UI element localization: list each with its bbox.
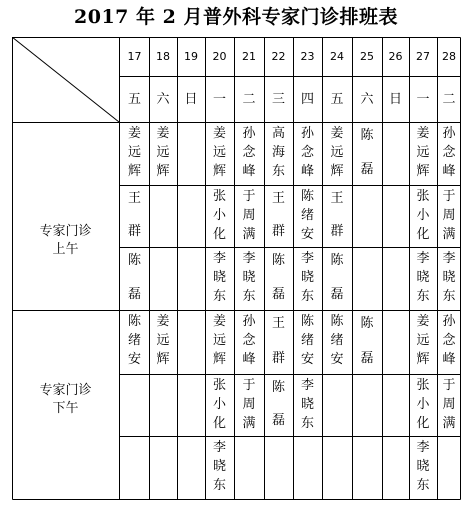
morning-label-line2: 上午 [52,242,79,257]
doctor-name: 陈 绪 安 [300,189,314,242]
weekday: 五 [330,92,344,107]
doctor-name: 于 周 满 [442,378,456,431]
doctor-name: 李 晓 东 [212,251,226,304]
doctor-name: 李 晓 东 [300,378,314,431]
weekday: 一 [212,92,226,107]
doctor-name: 孙 念 峰 [242,314,256,367]
day-number: 25 [360,50,374,63]
doctor-name: 高 海 东 [271,126,285,179]
afternoon-label-line2: 下午 [52,401,79,416]
doctor-name: 李 晓 东 [212,440,226,493]
doctor-name: 姜 远 辉 [416,314,430,367]
weekday: 一 [416,92,430,107]
weekday: 二 [442,92,456,107]
doctor-name: 张 小 化 [212,189,226,242]
weekday: 日 [388,92,402,107]
doctor-name: 姜 远 辉 [156,314,170,367]
weekday: 六 [360,92,374,107]
day-number: 24 [330,50,344,63]
doctor-name: 姜 远 辉 [416,126,430,179]
day-number: 27 [416,50,430,63]
weekday: 四 [300,92,314,107]
morning-label-line1: 专家门诊 [39,224,92,239]
day-number: 18 [156,50,170,63]
doctor-name: 于 周 满 [242,189,256,242]
doctor-name: 陈 磊 [271,380,285,428]
doctor-name: 张 小 化 [416,189,430,242]
doctor-name: 王 群 [271,316,285,366]
doctor-name: 孙 念 峰 [300,126,314,179]
doctor-name: 陈 磊 [360,316,374,366]
doctor-name: 于 周 满 [242,378,256,431]
doctor-name: 姜 远 辉 [212,314,226,367]
weekday: 六 [156,92,170,107]
doctor-name: 陈 磊 [330,253,344,302]
doctor-name: 李 晓 东 [300,251,314,304]
doctor-name: 张 小 化 [212,378,226,431]
weekday: 日 [184,92,198,107]
doctor-name: 姜 远 辉 [156,126,170,179]
day-number: 22 [271,50,286,63]
doctor-name: 王 群 [330,191,344,239]
doctor-name: 李 晓 东 [442,251,456,304]
doctor-name: 孙 念 峰 [442,314,456,367]
doctor-name: 李 晓 东 [242,251,256,304]
day-number: 20 [212,50,227,63]
afternoon-session-label [12,382,119,418]
weekday: 五 [127,92,141,107]
doctor-name: 张 小 化 [416,378,430,431]
afternoon-label-line1: 专家门诊 [39,383,92,398]
doctor-name: 王 群 [127,191,141,239]
doctor-name: 陈 绪 安 [330,314,344,367]
doctor-name: 陈 绪 安 [127,314,141,367]
doctor-name: 姜 远 辉 [127,126,141,179]
morning-session-label [12,223,119,259]
doctor-name: 陈 绪 安 [300,314,314,367]
day-number: 23 [300,50,315,63]
doctor-name: 孙 念 峰 [242,126,256,179]
schedule-table [12,37,461,500]
doctor-name: 李 晓 东 [416,440,430,493]
day-number: 28 [442,50,456,63]
doctor-name: 姜 远 辉 [212,126,226,179]
doctor-name: 姜 远 辉 [330,126,344,179]
doctor-name: 王 群 [271,191,285,239]
weekday: 三 [271,92,285,107]
day-number: 19 [184,50,198,63]
doctor-name: 陈 磊 [127,253,141,302]
day-number: 21 [242,50,256,63]
page-title: 2017 年 2 月普外科专家门诊排班表 [74,6,398,28]
day-number: 17 [127,50,142,63]
doctor-name: 李 晓 东 [416,251,430,304]
day-number: 26 [388,50,403,63]
doctor-name: 陈 磊 [271,253,285,302]
doctor-name: 于 周 满 [442,189,456,242]
doctor-name: 陈 磊 [360,128,374,177]
doctor-name: 孙 念 峰 [442,126,456,179]
weekday: 二 [242,92,256,107]
